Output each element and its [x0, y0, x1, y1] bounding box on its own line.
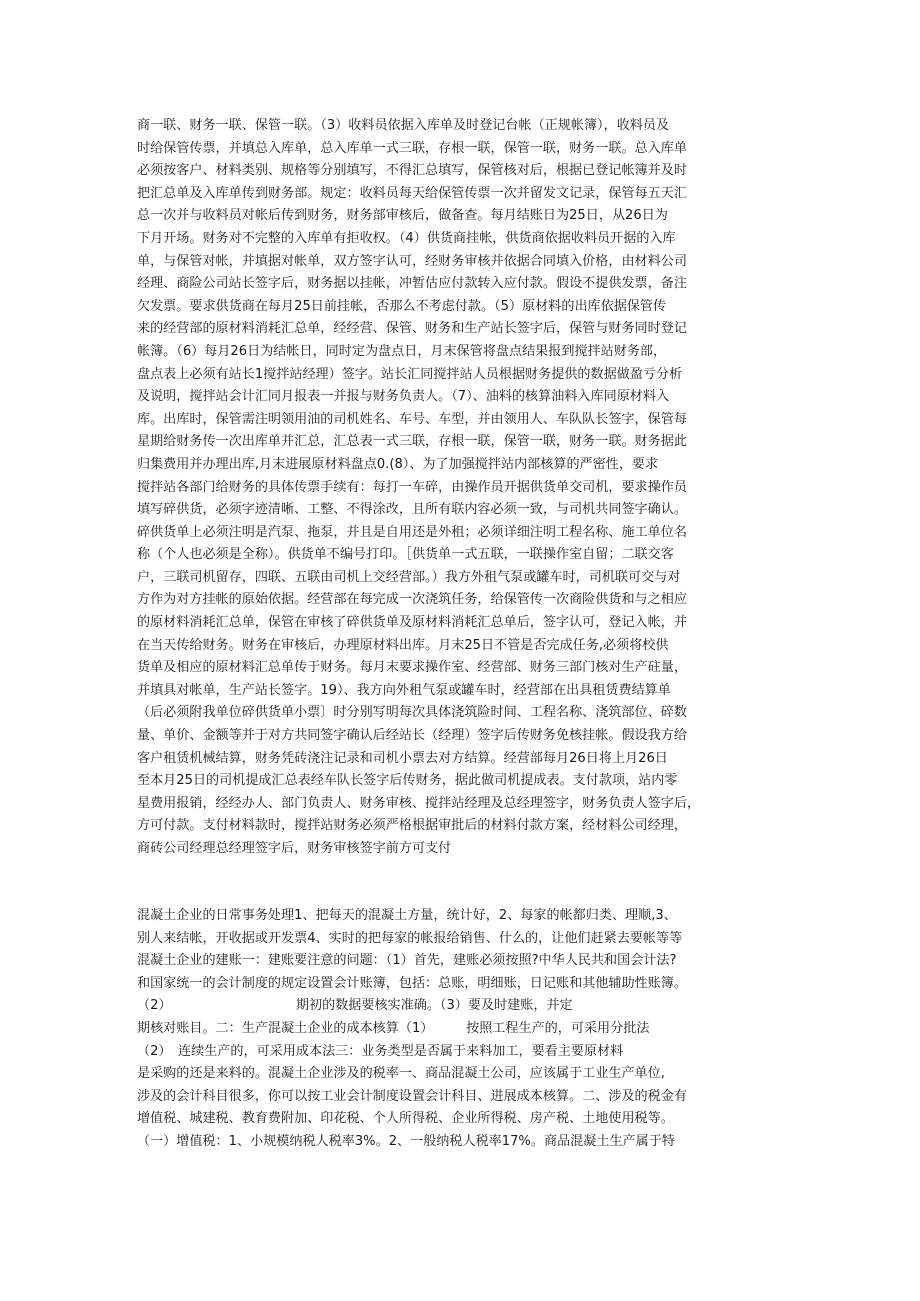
text-line: 经理、商险公司站长签字后，财务据以挂帐，冲暂估应付款转入应付款。假设不提供发票，备注 — [137, 276, 687, 292]
text-line: 至本月25日的司机提成汇总表经车队长签字后传财务，据此做司机提成表。支付款项，站内零 — [137, 773, 678, 789]
text-line: 及说明，搅拌站会计汇同月报表一并报与财务负责人。（7）、油料的核算油料入库同原材料入 — [137, 389, 670, 405]
text-line: 总一次并与收料员对帐后传到财务，财务部审核后，做备查。每月结账日为25日，从26日为 — [137, 208, 668, 224]
text-line: 必须按客户、材料类别、规格等分别填写，不得汇总填写，保管核对后，根据已登记帐簿并及时 — [137, 163, 687, 179]
text-line: 归集费用并办理出库,月末进展原材料盘点0.(8）、为了加强搅拌站内部核算的严密性，要求 — [137, 456, 659, 472]
text-line: 并填具对帐单，生产站长签字。19）、我方向外租气泵或罐车时，经营部在出具租赁费结算单 — [137, 682, 671, 698]
text-line: 量、单价、金额等并于对方共同签字确认后经站长（经理）签字后传财务免核挂帐。假设我方给 — [137, 728, 687, 744]
text-line: 时给保管传票，并填总入库单，总入库单一式三联，存根一联，保管一联，财务一联。总入库单 — [137, 140, 687, 156]
text-line: 在当天传给财务。财务在审核后，办理原材料出库。月末25日不管是否完成任务,必须将校供 — [137, 637, 669, 653]
text-line: 库。出库时，保管需注明领用油的司机姓名、车号、车型，并由领用人、车队队长签字，保管每 — [137, 411, 687, 427]
text-line: 客户租赁机械结算，财务凭砖浇注记录和司机小票去对方结算。经营部每月26日将上月26日 — [137, 750, 668, 766]
text-line: 户，三联司机留存，四联、五联由司机上交经营部。）我方外租气泵或罐车时，司机联可交与对 — [137, 569, 681, 585]
text-line: 欠发票。要求供货商在每月25日前挂帐，否那么不考虑付款。（5）原材料的出库依据保管传 — [137, 298, 667, 314]
text-line: 帐簿。（6）每月26日为结帐日，同时定为盘点日，月末保管将盘点结果报到搅拌站财务部， — [137, 343, 667, 359]
text-line: （2） 期初的数据要核实准确。（3）要及时建账，并定 — [137, 998, 573, 1014]
text-line: 方可付款。支付材料款时，搅拌站财务必须严格根据审批后的材料付款方案，经材料公司经理， — [137, 818, 687, 834]
text-line: 商砖公司经理总经理签字后，财务审核签字前方可支付 — [137, 841, 452, 856]
text-line: 和国家统一的会计制度的规定设置会计账簿，包括：总账，明细账，日记账和其他辅助性账簿。 — [137, 975, 687, 991]
text-line: 混凝土企业的建账一：建账要注意的问题：（1）首先，建账必须按照?中华人民共和国会计法? — [137, 953, 677, 969]
text-line: 涉及的会计科目很多，你可以按工业会计制度设置会计科目、进展成本核算。二、涉及的税金有 — [137, 1088, 687, 1104]
text-line: 单，与保管对帐，并填据对帐单，双方签字认可，经财务审核并依据合同填入价格，由材料公司 — [137, 253, 687, 269]
text-line: 混凝土企业的日常事务处理1、把每天的混凝土方量，统计好，2、每家的帐都归类、理顺,3、 — [137, 908, 677, 923]
text-line: 货单及相应的原材料汇总单传于财务。每月末要求操作室、经营部、财务三部门核对生产砫量， — [137, 660, 687, 676]
text-line: 搅拌站各部门给财务的具体传票手续有：每打一车碎，由操作员开据供货单交司机，要求操作员 — [137, 479, 687, 495]
text-line: 盘点表上必须有站长1搅拌站经理）签字。站长汇同搅拌站人员根据财务提供的数据做盈亏分析 — [137, 366, 683, 382]
text-line: 的原材料消耗汇总单，保管在审核了碎供货单及原材料消耗汇总单后，签字认可，登记入帐，并 — [137, 615, 687, 631]
text-line: （一）增值税：1、小规模纳税人税率3%。2、一般纳税人税率17%。商品混凝土生产属于特 — [137, 1133, 675, 1149]
text-line: 填写碎供货，必须字迹清晰、工整、不得涂改，且所有联内容必须一致，与司机共同签字确认。 — [137, 502, 687, 518]
text-line: 别人来结帐，开收据或开发票4、实时的把每家的帐报给销售、什么的，让他们赶紧去要帐等等 — [137, 930, 683, 946]
text-line: 把汇总单及入库单传到财务部。规定：收料员每天给保管传票一次并留发文记录，保管每五天汇 — [137, 185, 687, 201]
text-line: 下月开场。财务对不完整的入库单有拒收权。（4）供货商挂帐，供货商依据收料员开据的入库 — [137, 230, 676, 246]
text-line: 来的经营部的原材料消耗汇总单，经经营、保管、财务和生产站长签字后，保管与财务同时登记 — [137, 321, 687, 337]
text-line: 增值税、城建税、教育费附加、印花税、个人所得税、企业所得税、房产税、土地使用税等。 — [137, 1111, 674, 1127]
text-line: 碎供货单上必须注明是汽泵、拖泵，并且是自用还是外租；必须详细注明工程名称、施工单位名 — [137, 524, 687, 540]
text-line: （后必须附我单位碎供货单小票〕时分别写明每次具体浇筑险时间、工程名称、浇筑部位、碎数 — [137, 705, 687, 721]
text-line: 称（个人也必须是全称）。供货单不编号打印。［供货单一式五联，一联操作室自留；二联交客 — [137, 547, 674, 563]
main-paragraph — [137, 115, 793, 861]
text-line: （2） 连续生产的，可采用成本法三：业务类型是否属于来料加工，要看主要原材料 — [137, 1043, 624, 1059]
text-line: 期核对账目。二：生产混凝土企业的成本核算（1） 按照工程生产的，可采用分批法 — [137, 1020, 650, 1036]
text-line: 星期给财务传一次出库单并汇总，汇总表一式三联，存根一联，保管一联，财务一联。财务据此 — [137, 434, 687, 450]
second-section — [137, 905, 793, 1154]
text-line: 商一联、财务一联、保管一联。（3）收料员依据入库单及时登记台帐（正规帐簿），收料员及 — [137, 118, 670, 133]
text-line: 星费用报销，经经办人、部门负责人、财务审核、搅拌站经理及总经理签字，财务负责人签字后， — [137, 795, 701, 811]
text-line: 是采购的还是来料的。混凝土企业涉及的税率一、商品混凝土公司，应该属于工业生产单位, — [137, 1066, 665, 1082]
text-line: 方作为对方挂帐的原始依据。经营部在每完成一次浇筑任务，给保管传一次商险供货和与之相应 — [137, 592, 687, 608]
